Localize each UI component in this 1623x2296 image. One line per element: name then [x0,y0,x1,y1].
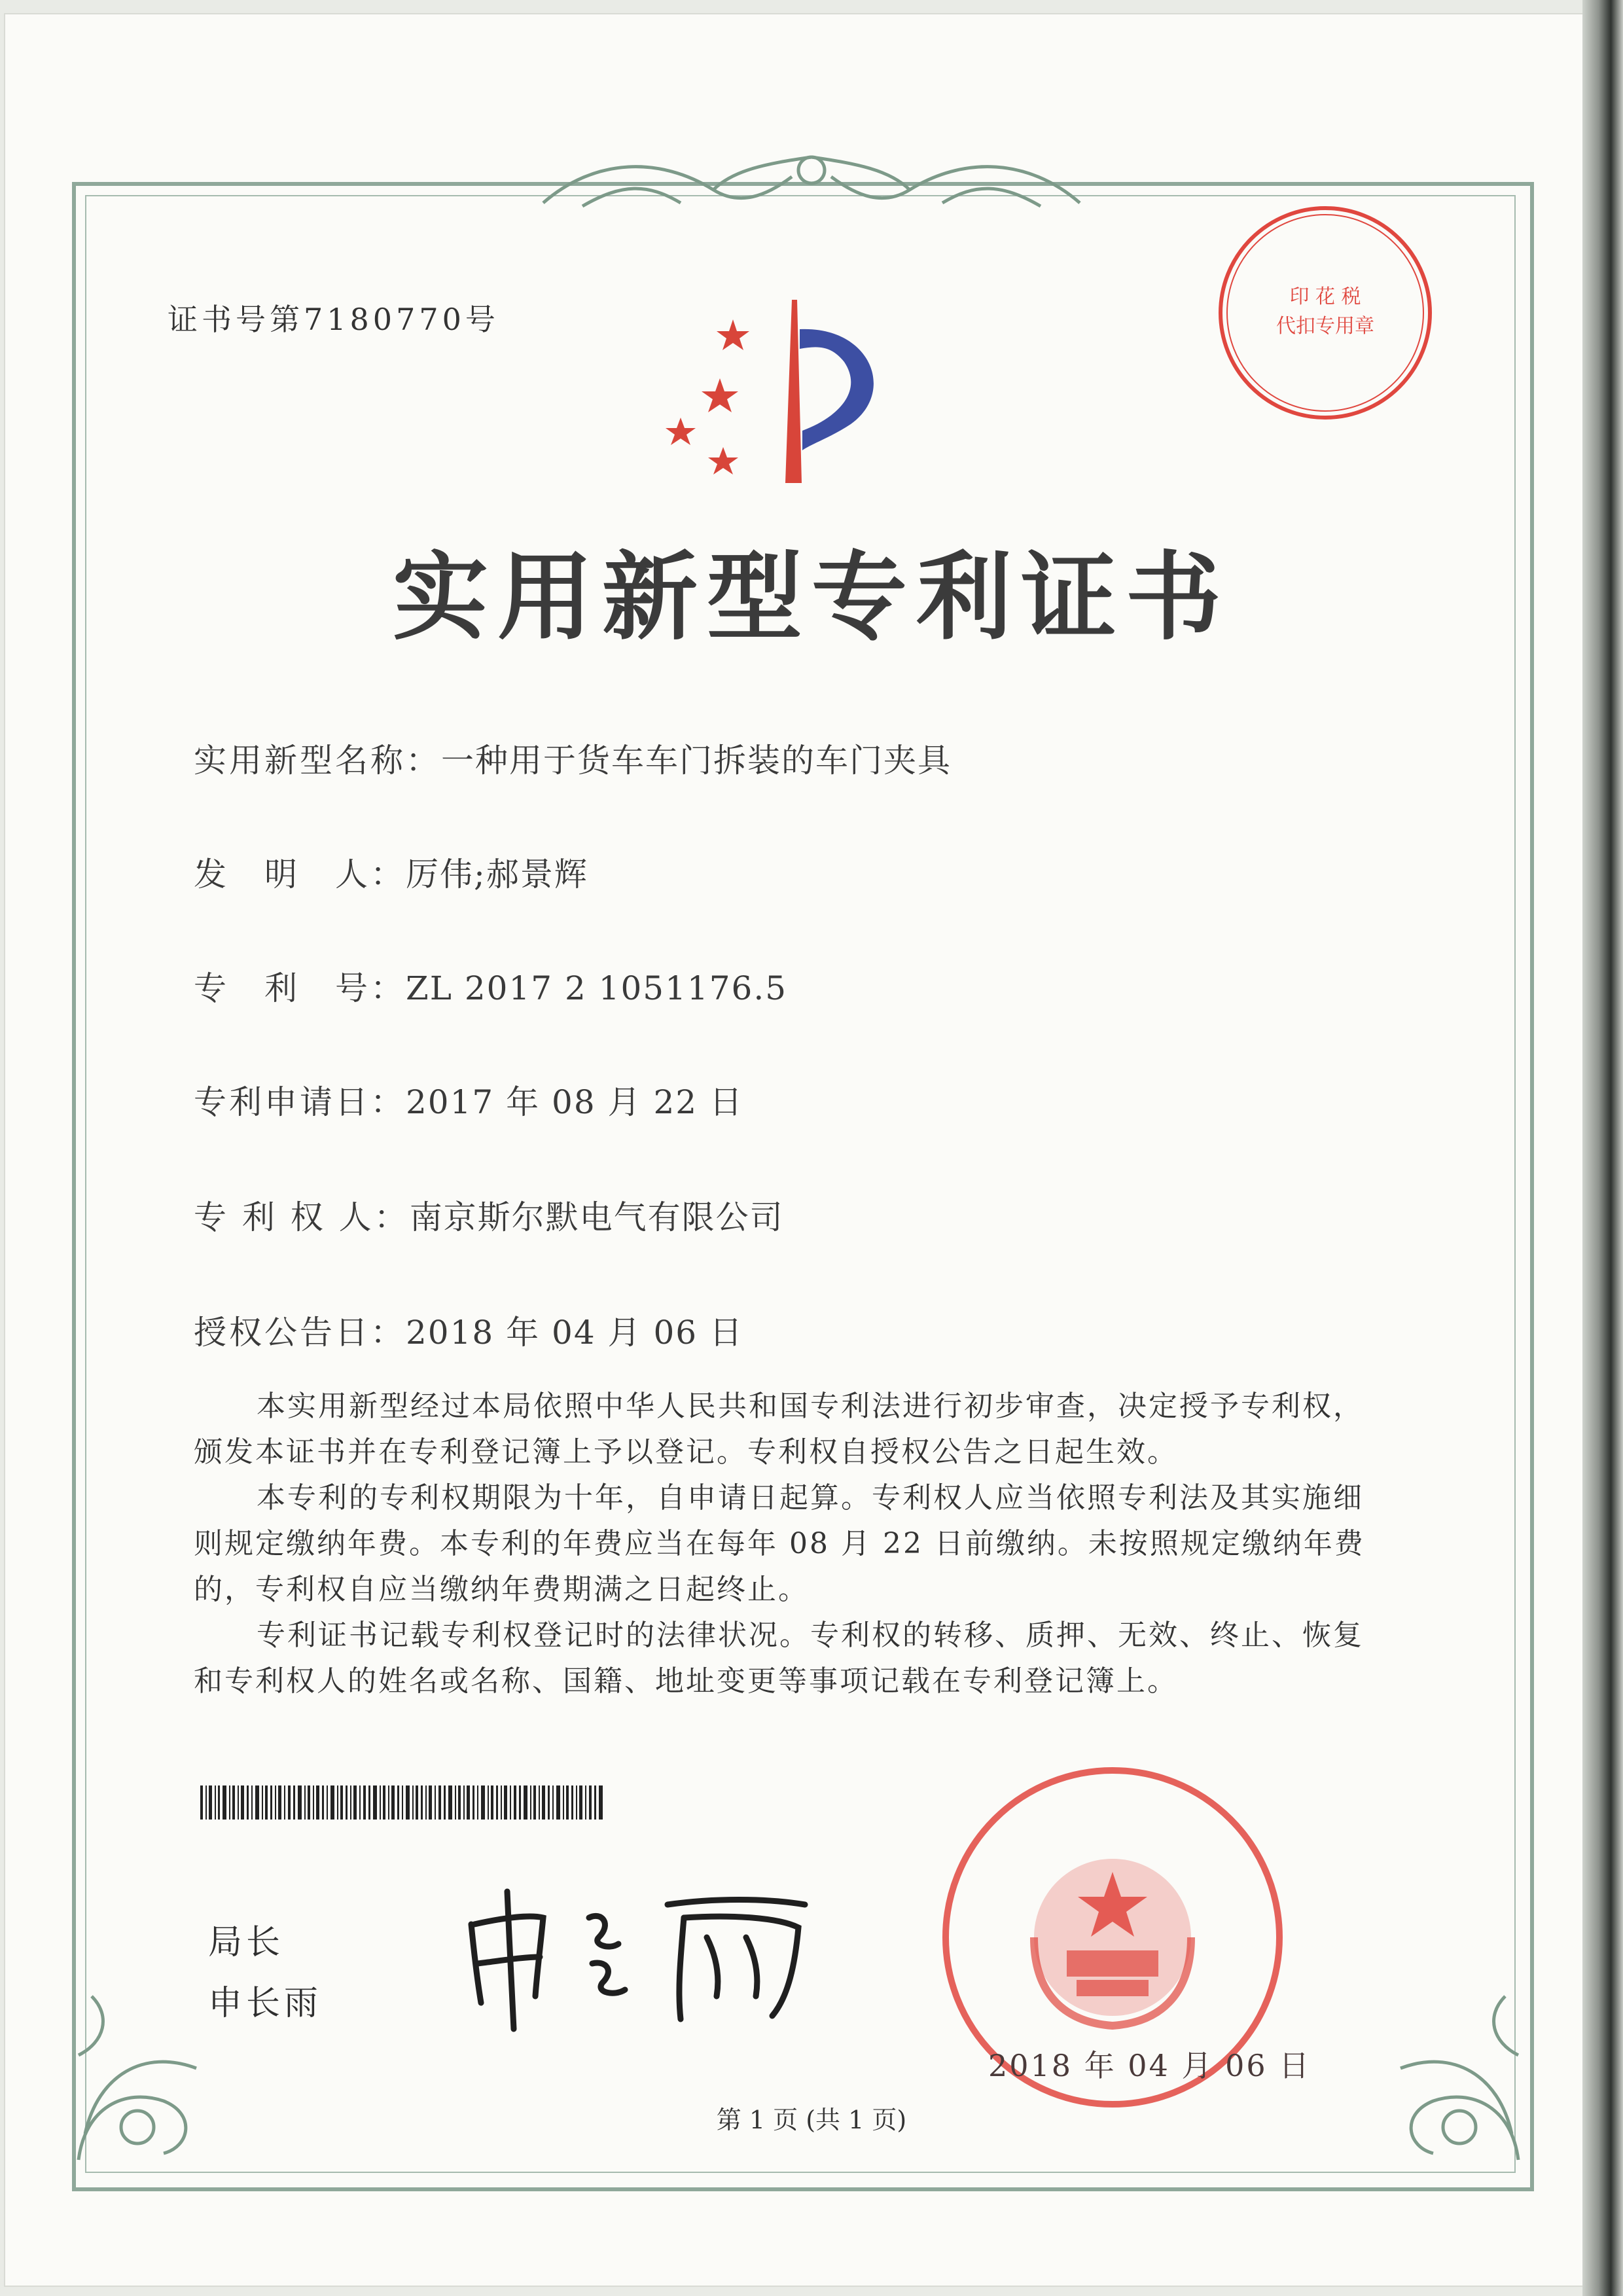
patent-office-logo [654,293,910,490]
certificate-title: 实用新型专利证书 [393,541,1230,653]
handwritten-signature [458,1878,825,2036]
tax-stamp [1214,202,1436,424]
field-value: 南京斯尔默电气有限公司 [409,1198,784,1236]
certificate-body-text [194,1384,1372,1704]
field-value: 2017 年 08 月 22 日 [406,1083,743,1121]
paragraph: 本实用新型经过本局依照中华人民共和国专利法进行初步审查，决定授予专利权，颁发本证书并在专利登记簿上予以登记。专利权自授权公告之日起生效。 [194,1390,1364,1469]
field-label: 专 利 权 人： [194,1198,410,1236]
field-label: 发 明 人： [194,855,406,893]
field-label: 授权公告日： [194,1314,406,1352]
paragraph: 本专利的专利权期限为十年，自申请日起算。专利权人应当依照专利法及其实施细则规定缴纳年费。本专利的年费应当在每年 08 月 22 日前缴纳。未按照规定缴纳年费的，专利权自应当缴纳年费期满之日起终止。 [194,1481,1365,1606]
field-patent-number [194,962,787,1009]
bottom-left-ornament [65,1977,216,2173]
top-ornament [517,144,1106,223]
field-value: 2018 年 04 月 06 日 [406,1314,743,1352]
field-utility-model-name [194,734,952,781]
field-label: 实用新型名称： [194,742,441,780]
svg-text:代扣专用章: 代扣专用章 [1276,315,1374,338]
barcode [200,1785,606,1820]
signatory-name: 申长雨 [208,1984,323,2023]
signatory-title: 局长 [208,1923,285,1962]
scan-binding-edge [1582,0,1623,2296]
seal-date: 2018 年 04 月 06 日 [988,2048,1311,2083]
bottom-right-ornament [1381,1977,1531,2173]
field-inventor [194,848,588,895]
field-value: ZL 2017 2 1051176.5 [406,969,788,1007]
field-label: 专利申请日： [194,1083,406,1121]
field-patentee [194,1191,784,1238]
field-value: 厉伟;郝景辉 [406,855,588,893]
field-value: 一种用于货车车门拆装的车门夹具 [441,742,952,780]
svg-text:印 花 税: 印 花 税 [1289,285,1361,308]
field-application-date [194,1076,743,1123]
field-grant-date [194,1306,743,1354]
paragraph: 专利证书记载专利权登记时的法律状况。专利权的转移、质押、无效、终止、恢复和专利权人的姓名或名称、国籍、地址变更等事项记载在专利登记簿上。 [194,1619,1364,1698]
field-label: 专 利 号： [194,969,406,1007]
certificate-inner-border [85,195,1516,2173]
certificate-number: 证书号第7180770号 [168,302,499,337]
page-number: 第 1 页 (共 1 页) [716,2106,907,2134]
